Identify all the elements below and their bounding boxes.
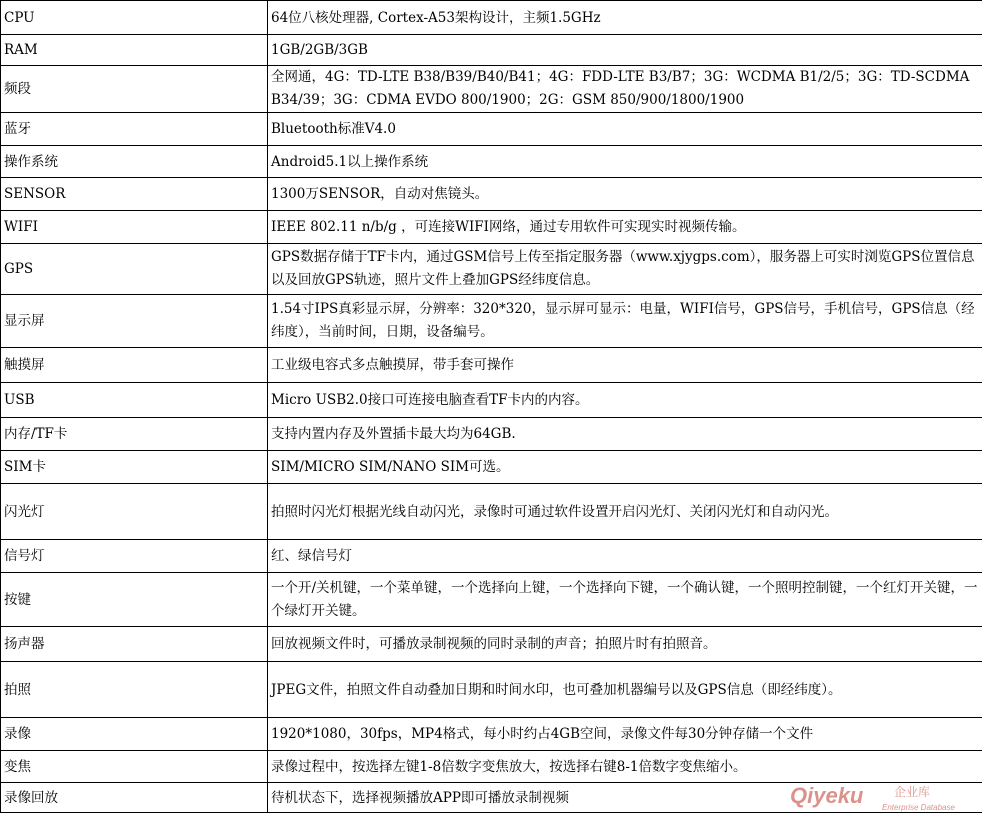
spec-row <box>1 178 982 211</box>
spec-label: 拍照 <box>1 662 268 718</box>
spec-label: GPS <box>1 244 268 295</box>
spec-value: 1300万SENSOR，自动对焦镜头。 <box>268 178 982 211</box>
spec-row <box>1 783 982 813</box>
spec-value: SIM/MICRO SIM/NANO SIM可选。 <box>268 451 982 484</box>
spec-label: 扬声器 <box>1 627 268 662</box>
spec-label: 内存/TF卡 <box>1 418 268 451</box>
spec-value: 红、绿信号灯 <box>268 540 982 573</box>
spec-label: 信号灯 <box>1 540 268 573</box>
spec-value: 64位八核处理器, Cortex-A53架构设计，主频1.5GHz <box>268 1 982 35</box>
spec-label: 蓝牙 <box>1 113 268 146</box>
spec-label: RAM <box>1 35 268 66</box>
spec-value: 1920*1080，30fps，MP4格式，每小时约占4GB空间，录像文件每30分钟存储一个文件 <box>268 718 982 751</box>
spec-row <box>1 484 982 540</box>
spec-row <box>1 35 982 66</box>
spec-row <box>1 383 982 418</box>
spec-label: 按键 <box>1 573 268 627</box>
spec-row <box>1 146 982 178</box>
spec-value: Micro USB2.0接口可连接电脑查看TF卡内的内容。 <box>268 383 982 418</box>
spec-row <box>1 211 982 244</box>
spec-label: 操作系统 <box>1 146 268 178</box>
spec-value: 录像过程中，按选择左键1-8倍数字变焦放大，按选择右键8-1倍数字变焦缩小。 <box>268 751 982 783</box>
spec-value: Android5.1以上操作系统 <box>268 146 982 178</box>
spec-row <box>1 662 982 718</box>
spec-value: GPS数据存储于TF卡内，通过GSM信号上传至指定服务器（www.xjygps.com），服务器上可实时浏览GPS位置信息以及回放GPS轨迹，照片文件上叠加GPS经纬度信息。 <box>268 244 982 295</box>
watermark-tagline: Enterprise Database <box>882 803 955 812</box>
spec-value: 待机状态下，选择视频播放APP即可播放录制视频 <box>268 783 982 813</box>
spec-row <box>1 244 982 295</box>
spec-row <box>1 540 982 573</box>
spec-row <box>1 751 982 783</box>
spec-table-body <box>1 1 982 813</box>
watermark-brand: Qiyeku <box>790 784 864 808</box>
spec-row <box>1 1 982 35</box>
spec-value: 1GB/2GB/3GB <box>268 35 982 66</box>
spec-row <box>1 295 982 348</box>
spec-row <box>1 348 982 383</box>
spec-label: USB <box>1 383 268 418</box>
spec-row <box>1 451 982 484</box>
spec-label: 触摸屏 <box>1 348 268 383</box>
spec-label: 录像 <box>1 718 268 751</box>
spec-value: 拍照时闪光灯根据光线自动闪光，录像时可通过软件设置开启闪光灯、关闭闪光灯和自动闪光。 <box>268 484 982 540</box>
spec-label: 显示屏 <box>1 295 268 348</box>
spec-label: 闪光灯 <box>1 484 268 540</box>
spec-label: 频段 <box>1 66 268 113</box>
spec-label: 变焦 <box>1 751 268 783</box>
spec-value: 支持内置内存及外置插卡最大均为64GB. <box>268 418 982 451</box>
spec-row <box>1 418 982 451</box>
spec-value: IEEE 802.11 n/b/g ，可连接WIFI网络，通过专用软件可实现实时视频传输。 <box>268 211 982 244</box>
spec-label: SENSOR <box>1 178 268 211</box>
watermark-brand-cn: 企业库 <box>894 785 931 799</box>
spec-row <box>1 573 982 627</box>
spec-label: SIM卡 <box>1 451 268 484</box>
spec-value: JPEG文件，拍照文件自动叠加日期和时间水印，也可叠加机器编号以及GPS信息（即经纬度）。 <box>268 662 982 718</box>
spec-value: 一个开/关机键，一个菜单键，一个选择向上键，一个选择向下键，一个确认键，一个照明控制键，一个红灯开关键，一个绿灯开关键。 <box>268 573 982 627</box>
spec-value: Bluetooth标准V4.0 <box>268 113 982 146</box>
spec-value: 回放视频文件时，可播放录制视频的同时录制的声音；拍照片时有拍照音。 <box>268 627 982 662</box>
spec-value: 全网通，4G：TD-LTE B38/B39/B40/B41；4G：FDD-LTE B3/B7；3G：WCDMA B1/2/5；3G：TD-SCDMA B34/39；3G：CDMA EVDO 800/1900；2G：GSM 850/900/1800/1900 <box>268 66 982 113</box>
spec-row <box>1 66 982 113</box>
spec-label: WIFI <box>1 211 268 244</box>
spec-row <box>1 718 982 751</box>
spec-row <box>1 627 982 662</box>
spec-label: 录像回放 <box>1 783 268 813</box>
spec-row <box>1 113 982 146</box>
spec-value: 工业级电容式多点触摸屏，带手套可操作 <box>268 348 982 383</box>
spec-value: 1.54寸IPS真彩显示屏，分辨率：320*320，显示屏可显示：电量，WIFI信号，GPS信号，手机信号，GPS信息（经纬度），当前时间，日期，设备编号。 <box>268 295 982 348</box>
spec-label: CPU <box>1 1 268 35</box>
